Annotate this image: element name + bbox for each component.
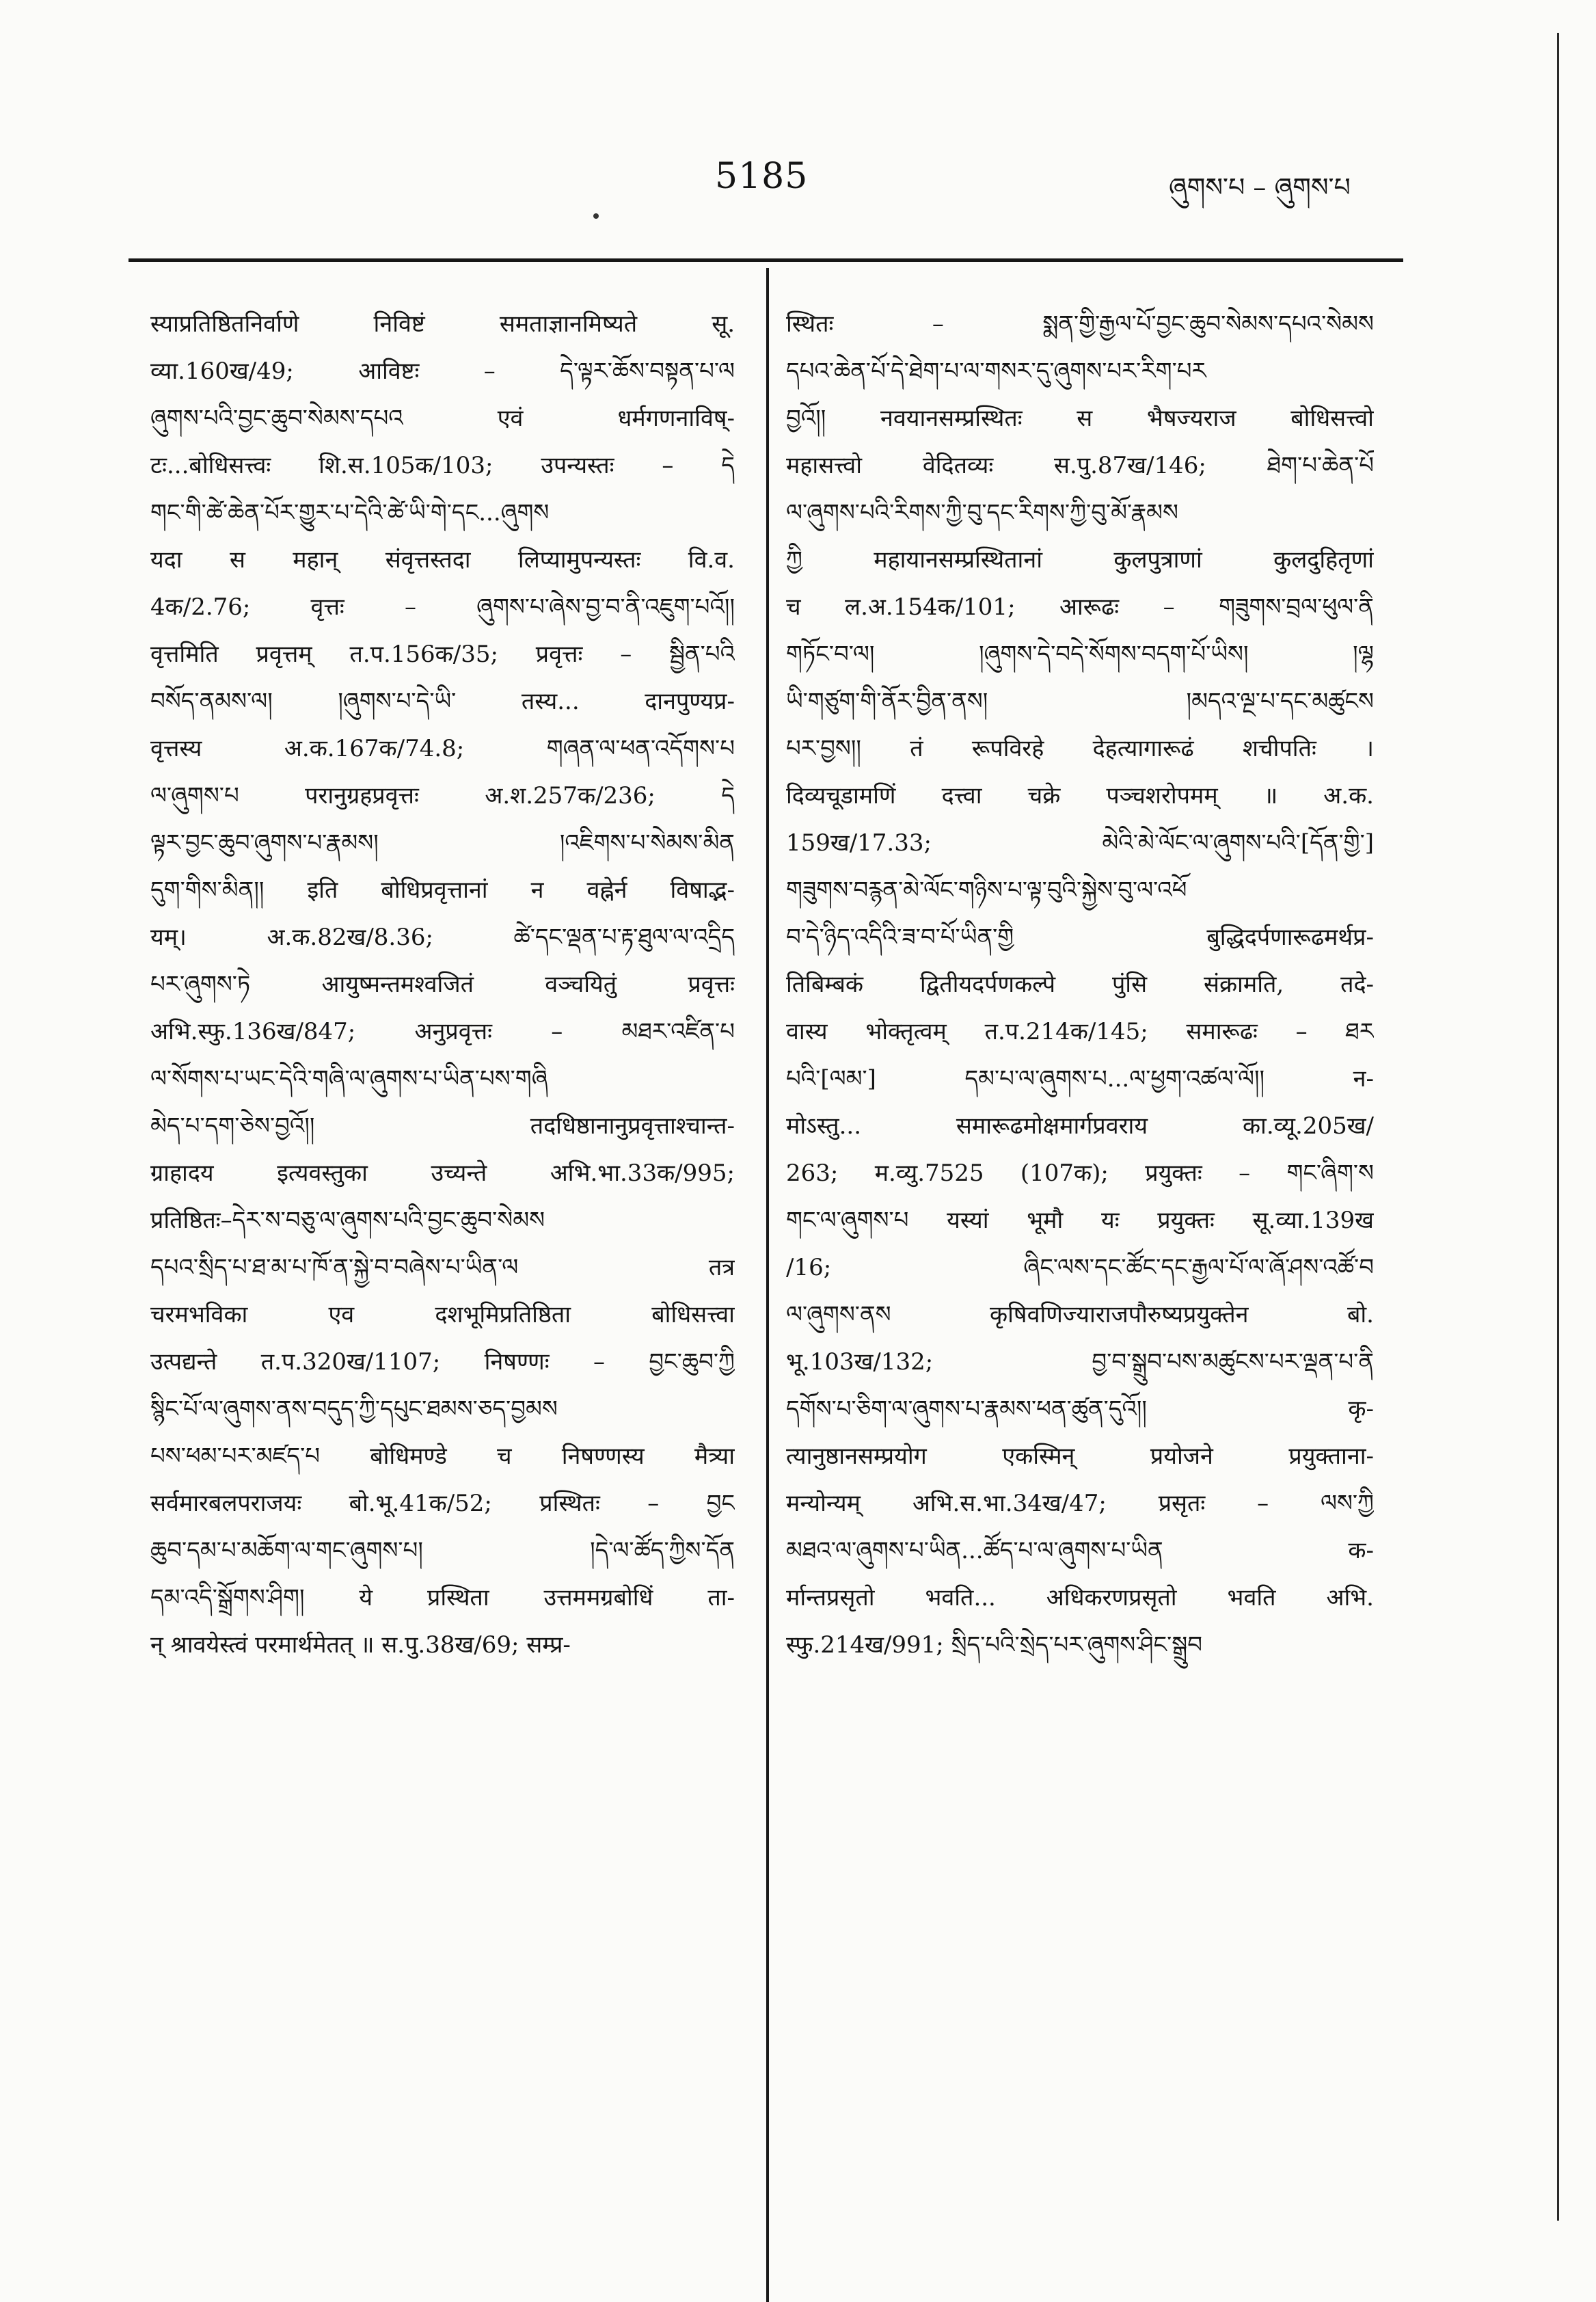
- text-line: དུག་གིས་མིན།། इति बोधिप्रवृत्तानां न वह्नेर्न विषाद्भ-: [150, 876, 735, 904]
- text-line: त्यानुष्ठानसम्प्रयोग एकस्मिन् प्रयोजने प्रयुक्ताना-: [786, 1443, 1374, 1470]
- text-line: དཔའ་ཆེན་པོ་དེ་ཐེག་པ་ལ་གསར་དུ་ཞུགས་པར་རིག་པར: [786, 358, 1206, 385]
- text-line: པའི་[ལམ་] དམ་པ་ལ་ཞུགས་པ...ལ་ཕྱག་འཚལ་ལོ།། न-: [786, 1065, 1374, 1093]
- text-line: व्या.160ख/49; आविष्टः – དེ་ལྟར་ཆོས་བསྟན་པ་ལ: [150, 358, 735, 385]
- text-line: ग्राहादय इत्यवस्तुका उच्यन्ते अभि.भा.33क/995;: [150, 1160, 735, 1187]
- text-line: ཡི་གཙུག་གི་ནོར་བྱིན་ནས། །མདའ་ལྔ་པ་དང་མཚུངས: [786, 688, 1374, 715]
- text-line: དགོས་པ་ཅིག་ལ་ཞུགས་པ་རྣམས་ཕན་ཚུན་དུའོ།། कृ-: [786, 1395, 1374, 1423]
- text-line: न् श्रावयेस्त्वं परमार्थमेतत् ॥ स.पु.38ख/69; सम्प्र-: [150, 1631, 571, 1659]
- text-line: གཏོང་བ་ལ། །ཞུགས་དེ་བདེ་སོགས་བདག་པོ་ཡིས། །ལྷ: [786, 641, 1374, 668]
- text-line: दिव्यचूडामणिं दत्त्वा चक्रे पञ्चशरोपमम् ॥ अ.क.: [786, 782, 1374, 809]
- text-line: དཔའ་སྲིད་པ་ཐ་མ་པ་ཁོ་ན་སྐྱེ་བ་བཞེས་པ་ཡིན་ལ तत्र: [150, 1254, 735, 1281]
- text-line: यदा स महान् संवृत्तस्तदा लिप्यामुपन्यस्तः वि.व.: [150, 546, 735, 574]
- text-line: वृत्तमिति प्रवृत्तम् त.प.156क/35; प्रवृत्तः – སྦྱིན་པའི: [150, 641, 735, 668]
- text-line: महासत्त्वो वेदितव्यः स.पु.87ख/146; ཐེག་པ་ཆེན་པོ: [786, 452, 1374, 479]
- text-line: གཟུགས་བརྙན་མེ་ལོང་གཉིས་པ་ལྟ་བུའི་སྐྱེས་བུ་ལ་འཕོ: [786, 876, 1187, 904]
- left-column: [150, 301, 735, 1669]
- text-line: तिबिम्बकं द्वितीयदर्पणकल्पे पुंसि संक्रामति, तदे-: [786, 971, 1374, 998]
- text-line: བྱའོ།། नवयानसम्प्रस्थितः स भैषज्यराज बोधिसत्त्वो: [786, 405, 1374, 432]
- page-number: 5185: [715, 156, 809, 197]
- text-line: च ल.अ.154क/101; आरूढः – གཟུགས་བྲལ་ཕུལ་ནི: [786, 593, 1374, 621]
- text-line: བ་དེ་ཉིད་འདིའི་ཟ་བ་པོ་ཡིན་གྱི बुद्धिदर्पणारूढमर्थप्र-: [786, 924, 1374, 951]
- text-line: भू.103ख/132; བྱ་བ་སྒྲུབ་པས་མཚུངས་པར་ལྡན་པ་ནི: [786, 1348, 1374, 1376]
- text-line: པར་ཞུགས་ཏེ आयुष्मन्तमश्वजितं वञ्चयितुं प्रवृत्तः: [150, 971, 735, 998]
- stray-mark: [593, 213, 599, 219]
- text-line: स्फु.214ख/991; སྲིད་པའི་སྲེད་པར་ཞུགས་ཤིང་སྒྲུབ: [786, 1631, 1203, 1659]
- text-line: 263; म.व्यु.7525 (107क); प्रयुक्तः – གང་ཞིག་ས: [786, 1160, 1374, 1187]
- text-line: བསོད་ནམས་ལ། །ཞུགས་པ་དེ་ཡི་ तस्य... दानपुण्यप्र-: [150, 688, 735, 715]
- text-line: प्रतिष्ठितः–དེར་ས་བཅུ་ལ་ཞུགས་པའི་བྱང་ཆུབ་སེམས: [150, 1207, 545, 1234]
- text-line: ཆུབ་དམ་པ་མཆོག་ལ་གང་ཞུགས་པ། །དེ་ལ་ཚོད་ཀྱིས་དོན: [150, 1537, 735, 1564]
- text-line: 4क/2.76; वृत्तः – ཞུགས་པ་ཞེས་བྱ་བ་ནི་འཇུག་པའོ།།: [150, 593, 735, 621]
- text-line: अभि.स्फु.136ख/847; अनुप्रवृत्तः – མཐར་འཛིན་པ: [150, 1018, 735, 1045]
- text-line: टः...बोधिसत्त्वः शि.स.105क/103; उपन्यस्तः – དེ: [150, 452, 735, 479]
- text-line: པས་ཕམ་པར་མཛད་པ बोधिमण्डे च निषण्णस्य मैत्र्या: [150, 1443, 735, 1470]
- text-line: उत्पद्यन्ते त.प.320ख/1107; निषण्णः – བྱང་ཆུབ་ཀྱི: [150, 1348, 735, 1376]
- text-line: वास्य भोक्तृत्वम् त.प.214क/145; समारूढः – ཐར: [786, 1018, 1374, 1045]
- text-line: ཀྱི महायानसम्प्रस्थितानां कुलपुत्राणां कुलदुहितृणां: [786, 546, 1374, 574]
- text-line: ལ་ཞུགས་པའི་རིགས་ཀྱི་བུ་དང་རིགས་ཀྱི་བུ་མོ་རྣམས: [786, 499, 1178, 526]
- page-edge-line: [1557, 33, 1559, 2221]
- text-line: མེད་པ་དག་ཅེས་བྱའོ།། तदधिष्ठानानुप्रवृत्ताश्चान्त-: [150, 1112, 735, 1140]
- text-line: 159ख/17.33; མེའི་མེ་ལོང་ལ་ཞུགས་པའི་[དོན་གྱི་]: [786, 829, 1374, 857]
- text-line: चरमभविका एव दशभूमिप्रतिष्ठिता बोधिसत्त्वा: [150, 1301, 735, 1328]
- text-line: र्मान्तप्रसृतो भवति... अधिकरणप्रसृतो भवति अभि.: [786, 1584, 1374, 1611]
- text-line: དམ་འདི་སྒྲོགས་ཤིག། ये प्रस्थिता उत्तममग्रबोधिं ता-: [150, 1584, 735, 1611]
- text-line: मन्योन्यम् अभि.स.भा.34ख/47; प्रसृतः – ལས་ཀྱི: [786, 1490, 1374, 1517]
- text-line: གང་ལ་ཞུགས་པ यस्यां भूमौ यः प्रयुक्तः सू.व्या.139ख: [786, 1207, 1374, 1234]
- text-line: स्याप्रतिष्ठितनिर्वाणे निविष्टं समताज्ञानमिष्यते सू.: [150, 310, 735, 338]
- text-line: སྙིང་པོ་ལ་ཞུགས་ནས་བདུད་ཀྱི་དཔུང་ཐམས་ཅད་བྱམས: [150, 1395, 558, 1423]
- text-line: /16; ཞིང་ལས་དང་ཚོང་དང་རྒྱལ་པོ་ལ་ཞོ་ཤས་འཚོ་བ: [786, 1254, 1374, 1281]
- text-line: ཞུགས་པའི་བྱང་ཆུབ་སེམས་དཔའ एवं धर्मगणनाविष्-: [150, 405, 735, 432]
- text-line: स्थितः – སྨན་གྱི་རྒྱལ་པོ་བྱང་ཆུབ་སེམས་དཔའ་སེམས: [786, 310, 1374, 338]
- right-column: [786, 301, 1374, 1669]
- header-rule: [129, 258, 1403, 262]
- text-line: མཐའ་ལ་ཞུགས་པ་ཡིན...ཚོད་པ་ལ་ཞུགས་པ་ཡིན क-: [786, 1537, 1374, 1564]
- text-line: པར་བྱས།། तं रूपविरहे देहत्यागारूढं शचीपतिः ।: [786, 735, 1374, 762]
- text-line: ལྟར་བྱང་ཆུབ་ཞུགས་པ་རྣམས། །འཇིགས་པ་སེམས་མིན: [150, 829, 735, 857]
- text-line: ལ་ཞུགས་ནས कृषिवणिज्याराजपौरुष्यप्रयुक्तेन बो.: [786, 1301, 1374, 1328]
- running-head: ཞུགས་པ – ཞུགས་པ: [1169, 172, 1351, 202]
- text-line: वृत्तस्य अ.क.167क/74.8; གཞན་ལ་ཕན་འདོགས་པ: [150, 735, 735, 762]
- text-line: यम्। अ.क.82ख/8.36; ཚེ་དང་ལྡན་པ་རྟ་ཐུལ་ལ་འདྲིད: [150, 924, 735, 951]
- text-line: ལ་ཞུགས་པ परानुग्रहप्रवृत्तः अ.श.257क/236; དེ: [150, 782, 735, 809]
- text-line: ལ་སོགས་པ་ཡང་དེའི་གཞི་ལ་ཞུགས་པ་ཡིན་པས་གཞི: [150, 1065, 548, 1093]
- text-line: मोऽस्तु... समारूढमोक्षमार्गप्रवराय का.व्यू.205ख/: [786, 1112, 1374, 1140]
- column-divider: [766, 268, 769, 2302]
- text-line: གང་གི་ཚེ་ཆེན་པོར་གྱུར་པ་དེའི་ཚེ་ཡི་གེ་དང...ཞུགས: [150, 499, 550, 526]
- text-line: सर्वमारबलपराजयः बो.भू.41क/52; प्रस्थितः – བྱང: [150, 1490, 735, 1517]
